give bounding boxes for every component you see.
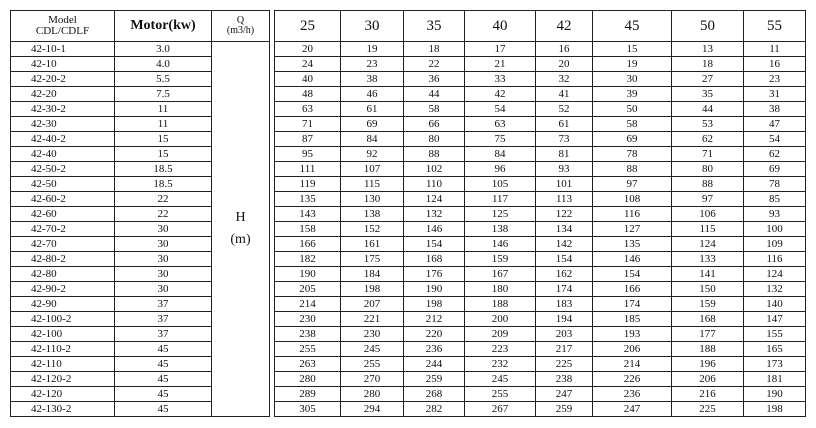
head-value-cell: 18 bbox=[404, 42, 465, 57]
head-value-cell: 205 bbox=[275, 282, 341, 297]
head-value-cell: 150 bbox=[672, 282, 744, 297]
table-row bbox=[11, 267, 806, 282]
head-value-cell: 230 bbox=[341, 327, 404, 342]
head-value-cell: 259 bbox=[536, 402, 593, 417]
table-row bbox=[11, 207, 806, 222]
head-value-cell: 71 bbox=[672, 147, 744, 162]
head-value-cell: 19 bbox=[341, 42, 404, 57]
head-value-cell: 154 bbox=[593, 267, 672, 282]
head-value-cell: 93 bbox=[744, 207, 806, 222]
head-value-cell: 122 bbox=[536, 207, 593, 222]
head-value-cell: 108 bbox=[593, 192, 672, 207]
model-cell: 42-10-1 bbox=[11, 42, 115, 57]
head-value-cell: 42 bbox=[465, 87, 536, 102]
head-value-cell: 212 bbox=[404, 312, 465, 327]
table-row bbox=[11, 312, 806, 327]
head-value-cell: 190 bbox=[404, 282, 465, 297]
head-value-cell: 85 bbox=[744, 192, 806, 207]
head-value-cell: 255 bbox=[341, 357, 404, 372]
motor-power-cell: 11 bbox=[115, 117, 212, 132]
head-value-cell: 247 bbox=[536, 387, 593, 402]
model-cell: 42-80-2 bbox=[11, 252, 115, 267]
table-row bbox=[11, 327, 806, 342]
head-value-cell: 124 bbox=[744, 267, 806, 282]
model-cell: 42-120-2 bbox=[11, 372, 115, 387]
head-value-cell: 259 bbox=[404, 372, 465, 387]
flow-value-header: 30 bbox=[341, 11, 404, 42]
table-row bbox=[11, 342, 806, 357]
head-value-cell: 117 bbox=[465, 192, 536, 207]
head-label-cell bbox=[212, 42, 270, 417]
head-value-cell: 27 bbox=[672, 72, 744, 87]
head-value-cell: 69 bbox=[744, 162, 806, 177]
head-value-cell: 147 bbox=[744, 312, 806, 327]
head-value-cell: 230 bbox=[275, 312, 341, 327]
head-value-cell: 221 bbox=[341, 312, 404, 327]
head-value-cell: 203 bbox=[536, 327, 593, 342]
table-row bbox=[11, 117, 806, 132]
head-value-cell: 198 bbox=[341, 282, 404, 297]
head-value-cell: 23 bbox=[744, 72, 806, 87]
motor-power-cell: 37 bbox=[115, 297, 212, 312]
head-value-cell: 93 bbox=[536, 162, 593, 177]
head-value-cell: 80 bbox=[404, 132, 465, 147]
head-value-cell: 244 bbox=[404, 357, 465, 372]
head-value-cell: 73 bbox=[536, 132, 593, 147]
head-value-cell: 58 bbox=[404, 102, 465, 117]
flow-value-header: 45 bbox=[593, 11, 672, 42]
motor-power-cell: 30 bbox=[115, 237, 212, 252]
head-value-cell: 161 bbox=[341, 237, 404, 252]
model-cell: 42-20 bbox=[11, 87, 115, 102]
head-value-cell: 35 bbox=[672, 87, 744, 102]
table-row bbox=[11, 162, 806, 177]
head-value-cell: 115 bbox=[341, 177, 404, 192]
table-row bbox=[11, 297, 806, 312]
head-value-cell: 23 bbox=[341, 57, 404, 72]
head-value-cell: 107 bbox=[341, 162, 404, 177]
head-value-cell: 88 bbox=[593, 162, 672, 177]
head-value-cell: 255 bbox=[465, 387, 536, 402]
head-value-cell: 127 bbox=[593, 222, 672, 237]
head-value-cell: 95 bbox=[275, 147, 341, 162]
head-value-cell: 216 bbox=[672, 387, 744, 402]
motor-power-cell: 3.0 bbox=[115, 42, 212, 57]
head-value-cell: 38 bbox=[744, 102, 806, 117]
head-value-cell: 46 bbox=[341, 87, 404, 102]
head-value-cell: 81 bbox=[536, 147, 593, 162]
head-value-cell: 225 bbox=[536, 357, 593, 372]
head-value-cell: 225 bbox=[672, 402, 744, 417]
model-cell: 42-50-2 bbox=[11, 162, 115, 177]
head-value-cell: 115 bbox=[672, 222, 744, 237]
motor-power-cell: 22 bbox=[115, 207, 212, 222]
flow-value-header: 42 bbox=[536, 11, 593, 42]
head-value-cell: 247 bbox=[593, 402, 672, 417]
head-value-cell: 53 bbox=[672, 117, 744, 132]
head-value-cell: 196 bbox=[672, 357, 744, 372]
head-value-cell: 47 bbox=[744, 117, 806, 132]
motor-power-cell: 4.0 bbox=[115, 57, 212, 72]
head-value-cell: 226 bbox=[593, 372, 672, 387]
head-value-cell: 62 bbox=[744, 147, 806, 162]
head-label-line1: H bbox=[235, 210, 246, 225]
head-value-cell: 206 bbox=[593, 342, 672, 357]
motor-power-cell: 30 bbox=[115, 252, 212, 267]
head-value-cell: 17 bbox=[465, 42, 536, 57]
table-row bbox=[11, 222, 806, 237]
head-value-cell: 206 bbox=[672, 372, 744, 387]
head-value-cell: 39 bbox=[593, 87, 672, 102]
head-value-cell: 69 bbox=[593, 132, 672, 147]
head-value-cell: 294 bbox=[341, 402, 404, 417]
model-cell: 42-30 bbox=[11, 117, 115, 132]
flow-value-header: 55 bbox=[744, 11, 806, 42]
model-cell: 42-20-2 bbox=[11, 72, 115, 87]
head-value-cell: 236 bbox=[404, 342, 465, 357]
model-header bbox=[11, 11, 115, 42]
head-value-cell: 158 bbox=[275, 222, 341, 237]
head-value-cell: 155 bbox=[744, 327, 806, 342]
head-value-cell: 48 bbox=[275, 87, 341, 102]
head-value-cell: 166 bbox=[593, 282, 672, 297]
pump-performance-table bbox=[10, 10, 806, 417]
head-value-cell: 119 bbox=[275, 177, 341, 192]
table-row bbox=[11, 102, 806, 117]
head-label-line2: (m) bbox=[230, 232, 251, 247]
flow-value-header: 50 bbox=[672, 11, 744, 42]
head-value-cell: 63 bbox=[275, 102, 341, 117]
head-value-cell: 32 bbox=[536, 72, 593, 87]
head-value-cell: 238 bbox=[536, 372, 593, 387]
motor-power-cell: 15 bbox=[115, 132, 212, 147]
model-cell: 42-70-2 bbox=[11, 222, 115, 237]
table-row bbox=[11, 282, 806, 297]
head-value-cell: 116 bbox=[744, 252, 806, 267]
head-value-cell: 66 bbox=[404, 117, 465, 132]
head-value-cell: 21 bbox=[465, 57, 536, 72]
model-cell: 42-90 bbox=[11, 297, 115, 312]
head-value-cell: 132 bbox=[744, 282, 806, 297]
flow-rate-header bbox=[212, 11, 270, 42]
head-value-cell: 18 bbox=[672, 57, 744, 72]
head-value-cell: 105 bbox=[465, 177, 536, 192]
head-value-cell: 176 bbox=[404, 267, 465, 282]
head-value-cell: 168 bbox=[672, 312, 744, 327]
motor-power-cell: 37 bbox=[115, 312, 212, 327]
head-value-cell: 141 bbox=[672, 267, 744, 282]
head-value-cell: 154 bbox=[404, 237, 465, 252]
head-value-cell: 194 bbox=[536, 312, 593, 327]
head-value-cell: 61 bbox=[341, 102, 404, 117]
head-value-cell: 124 bbox=[672, 237, 744, 252]
head-value-cell: 19 bbox=[593, 57, 672, 72]
motor-power-cell: 45 bbox=[115, 402, 212, 417]
head-value-cell: 92 bbox=[341, 147, 404, 162]
table-row bbox=[11, 237, 806, 252]
head-value-cell: 61 bbox=[536, 117, 593, 132]
head-value-cell: 44 bbox=[672, 102, 744, 117]
head-value-cell: 305 bbox=[275, 402, 341, 417]
head-value-cell: 113 bbox=[536, 192, 593, 207]
motor-power-cell: 11 bbox=[115, 102, 212, 117]
head-value-cell: 188 bbox=[672, 342, 744, 357]
head-value-cell: 214 bbox=[275, 297, 341, 312]
head-value-cell: 111 bbox=[275, 162, 341, 177]
head-value-cell: 190 bbox=[275, 267, 341, 282]
motor-power-cell: 18.5 bbox=[115, 177, 212, 192]
model-cell: 42-50 bbox=[11, 177, 115, 192]
head-value-cell: 96 bbox=[465, 162, 536, 177]
head-value-cell: 16 bbox=[536, 42, 593, 57]
head-value-cell: 125 bbox=[465, 207, 536, 222]
head-value-cell: 78 bbox=[593, 147, 672, 162]
head-value-cell: 181 bbox=[744, 372, 806, 387]
table-row bbox=[11, 87, 806, 102]
head-value-cell: 173 bbox=[744, 357, 806, 372]
head-value-cell: 282 bbox=[404, 402, 465, 417]
head-value-cell: 168 bbox=[404, 252, 465, 267]
head-value-cell: 255 bbox=[275, 342, 341, 357]
table-row bbox=[11, 372, 806, 387]
model-cell: 42-120 bbox=[11, 387, 115, 402]
head-value-cell: 140 bbox=[744, 297, 806, 312]
head-value-cell: 159 bbox=[465, 252, 536, 267]
table-row bbox=[11, 42, 806, 57]
head-value-cell: 24 bbox=[275, 57, 341, 72]
head-value-cell: 88 bbox=[404, 147, 465, 162]
motor-power-cell: 30 bbox=[115, 222, 212, 237]
head-value-cell: 198 bbox=[404, 297, 465, 312]
head-value-cell: 166 bbox=[275, 237, 341, 252]
head-value-cell: 135 bbox=[275, 192, 341, 207]
motor-header: Motor(kw) bbox=[115, 11, 212, 42]
head-value-cell: 22 bbox=[404, 57, 465, 72]
motor-power-cell: 45 bbox=[115, 372, 212, 387]
head-value-cell: 200 bbox=[465, 312, 536, 327]
head-value-cell: 36 bbox=[404, 72, 465, 87]
head-value-cell: 198 bbox=[744, 402, 806, 417]
head-value-cell: 100 bbox=[744, 222, 806, 237]
head-value-cell: 270 bbox=[341, 372, 404, 387]
head-value-cell: 135 bbox=[593, 237, 672, 252]
head-value-cell: 15 bbox=[593, 42, 672, 57]
head-value-cell: 174 bbox=[536, 282, 593, 297]
head-value-cell: 75 bbox=[465, 132, 536, 147]
head-value-cell: 97 bbox=[672, 192, 744, 207]
head-value-cell: 236 bbox=[593, 387, 672, 402]
flow-value-header: 40 bbox=[465, 11, 536, 42]
head-value-cell: 245 bbox=[465, 372, 536, 387]
head-value-cell: 238 bbox=[275, 327, 341, 342]
head-value-cell: 63 bbox=[465, 117, 536, 132]
head-value-cell: 217 bbox=[536, 342, 593, 357]
head-value-cell: 183 bbox=[536, 297, 593, 312]
table-row bbox=[11, 357, 806, 372]
motor-power-cell: 7.5 bbox=[115, 87, 212, 102]
head-value-cell: 289 bbox=[275, 387, 341, 402]
head-value-cell: 162 bbox=[536, 267, 593, 282]
head-value-cell: 11 bbox=[744, 42, 806, 57]
head-value-cell: 146 bbox=[593, 252, 672, 267]
table-row bbox=[11, 147, 806, 162]
head-value-cell: 30 bbox=[593, 72, 672, 87]
table-row bbox=[11, 402, 806, 417]
head-value-cell: 78 bbox=[744, 177, 806, 192]
pump-performance-table-container bbox=[10, 10, 806, 417]
head-value-cell: 268 bbox=[404, 387, 465, 402]
head-value-cell: 280 bbox=[275, 372, 341, 387]
table-row bbox=[11, 132, 806, 147]
head-value-cell: 87 bbox=[275, 132, 341, 147]
model-cell: 42-80 bbox=[11, 267, 115, 282]
head-value-cell: 54 bbox=[465, 102, 536, 117]
head-value-cell: 184 bbox=[341, 267, 404, 282]
motor-power-cell: 30 bbox=[115, 267, 212, 282]
head-value-cell: 52 bbox=[536, 102, 593, 117]
head-value-cell: 33 bbox=[465, 72, 536, 87]
model-cell: 42-60-2 bbox=[11, 192, 115, 207]
motor-power-cell: 45 bbox=[115, 342, 212, 357]
head-value-cell: 146 bbox=[404, 222, 465, 237]
model-cell: 42-110-2 bbox=[11, 342, 115, 357]
head-value-cell: 182 bbox=[275, 252, 341, 267]
head-value-cell: 152 bbox=[341, 222, 404, 237]
motor-power-cell: 22 bbox=[115, 192, 212, 207]
head-value-cell: 44 bbox=[404, 87, 465, 102]
table-row bbox=[11, 387, 806, 402]
flow-rate-header-line2: (m3/h) bbox=[226, 25, 255, 36]
model-cell: 42-100 bbox=[11, 327, 115, 342]
table-row bbox=[11, 72, 806, 87]
head-value-cell: 263 bbox=[275, 357, 341, 372]
head-value-cell: 80 bbox=[672, 162, 744, 177]
head-value-cell: 223 bbox=[465, 342, 536, 357]
head-value-cell: 130 bbox=[341, 192, 404, 207]
head-value-cell: 188 bbox=[465, 297, 536, 312]
header-row bbox=[11, 11, 806, 42]
table-row bbox=[11, 57, 806, 72]
head-value-cell: 138 bbox=[465, 222, 536, 237]
head-value-cell: 40 bbox=[275, 72, 341, 87]
head-value-cell: 134 bbox=[536, 222, 593, 237]
head-value-cell: 185 bbox=[593, 312, 672, 327]
head-value-cell: 220 bbox=[404, 327, 465, 342]
head-value-cell: 101 bbox=[536, 177, 593, 192]
table-row bbox=[11, 252, 806, 267]
head-value-cell: 109 bbox=[744, 237, 806, 252]
head-value-cell: 41 bbox=[536, 87, 593, 102]
flow-value-header: 35 bbox=[404, 11, 465, 42]
motor-power-cell: 30 bbox=[115, 282, 212, 297]
motor-power-cell: 45 bbox=[115, 387, 212, 402]
head-value-cell: 62 bbox=[672, 132, 744, 147]
head-value-cell: 84 bbox=[465, 147, 536, 162]
head-value-cell: 58 bbox=[593, 117, 672, 132]
model-cell: 42-30-2 bbox=[11, 102, 115, 117]
model-cell: 42-70 bbox=[11, 237, 115, 252]
head-value-cell: 110 bbox=[404, 177, 465, 192]
head-value-cell: 267 bbox=[465, 402, 536, 417]
motor-power-cell: 45 bbox=[115, 357, 212, 372]
flow-value-header: 25 bbox=[275, 11, 341, 42]
head-value-cell: 116 bbox=[593, 207, 672, 222]
head-value-cell: 16 bbox=[744, 57, 806, 72]
motor-power-cell: 15 bbox=[115, 147, 212, 162]
head-value-cell: 159 bbox=[672, 297, 744, 312]
head-value-cell: 102 bbox=[404, 162, 465, 177]
model-cell: 42-40 bbox=[11, 147, 115, 162]
head-value-cell: 133 bbox=[672, 252, 744, 267]
head-value-cell: 31 bbox=[744, 87, 806, 102]
head-value-cell: 154 bbox=[536, 252, 593, 267]
head-value-cell: 245 bbox=[341, 342, 404, 357]
model-cell: 42-60 bbox=[11, 207, 115, 222]
head-value-cell: 142 bbox=[536, 237, 593, 252]
model-cell: 42-40-2 bbox=[11, 132, 115, 147]
head-value-cell: 174 bbox=[593, 297, 672, 312]
head-value-cell: 124 bbox=[404, 192, 465, 207]
head-value-cell: 38 bbox=[341, 72, 404, 87]
model-header-line1: Model bbox=[48, 14, 77, 26]
head-value-cell: 190 bbox=[744, 387, 806, 402]
head-value-cell: 214 bbox=[593, 357, 672, 372]
head-value-cell: 193 bbox=[593, 327, 672, 342]
table-row bbox=[11, 192, 806, 207]
head-value-cell: 20 bbox=[275, 42, 341, 57]
motor-power-cell: 5.5 bbox=[115, 72, 212, 87]
head-value-cell: 209 bbox=[465, 327, 536, 342]
model-cell: 42-10 bbox=[11, 57, 115, 72]
head-value-cell: 175 bbox=[341, 252, 404, 267]
head-value-cell: 280 bbox=[341, 387, 404, 402]
model-header-line2: CDL/CDLF bbox=[35, 25, 90, 37]
head-value-cell: 69 bbox=[341, 117, 404, 132]
head-value-cell: 88 bbox=[672, 177, 744, 192]
head-value-cell: 146 bbox=[465, 237, 536, 252]
head-value-cell: 207 bbox=[341, 297, 404, 312]
flow-rate-header-line1: Q bbox=[236, 15, 245, 26]
head-value-cell: 20 bbox=[536, 57, 593, 72]
head-value-cell: 143 bbox=[275, 207, 341, 222]
model-cell: 42-100-2 bbox=[11, 312, 115, 327]
head-value-cell: 167 bbox=[465, 267, 536, 282]
head-value-cell: 97 bbox=[593, 177, 672, 192]
motor-power-cell: 37 bbox=[115, 327, 212, 342]
model-cell: 42-90-2 bbox=[11, 282, 115, 297]
table-row bbox=[11, 177, 806, 192]
head-value-cell: 106 bbox=[672, 207, 744, 222]
head-value-cell: 13 bbox=[672, 42, 744, 57]
head-value-cell: 165 bbox=[744, 342, 806, 357]
head-value-cell: 84 bbox=[341, 132, 404, 147]
head-value-cell: 71 bbox=[275, 117, 341, 132]
head-value-cell: 54 bbox=[744, 132, 806, 147]
table-body bbox=[11, 42, 806, 417]
head-value-cell: 50 bbox=[593, 102, 672, 117]
head-value-cell: 132 bbox=[404, 207, 465, 222]
head-value-cell: 177 bbox=[672, 327, 744, 342]
head-value-cell: 180 bbox=[465, 282, 536, 297]
motor-power-cell: 18.5 bbox=[115, 162, 212, 177]
model-cell: 42-130-2 bbox=[11, 402, 115, 417]
model-cell: 42-110 bbox=[11, 357, 115, 372]
head-value-cell: 138 bbox=[341, 207, 404, 222]
head-value-cell: 232 bbox=[465, 357, 536, 372]
